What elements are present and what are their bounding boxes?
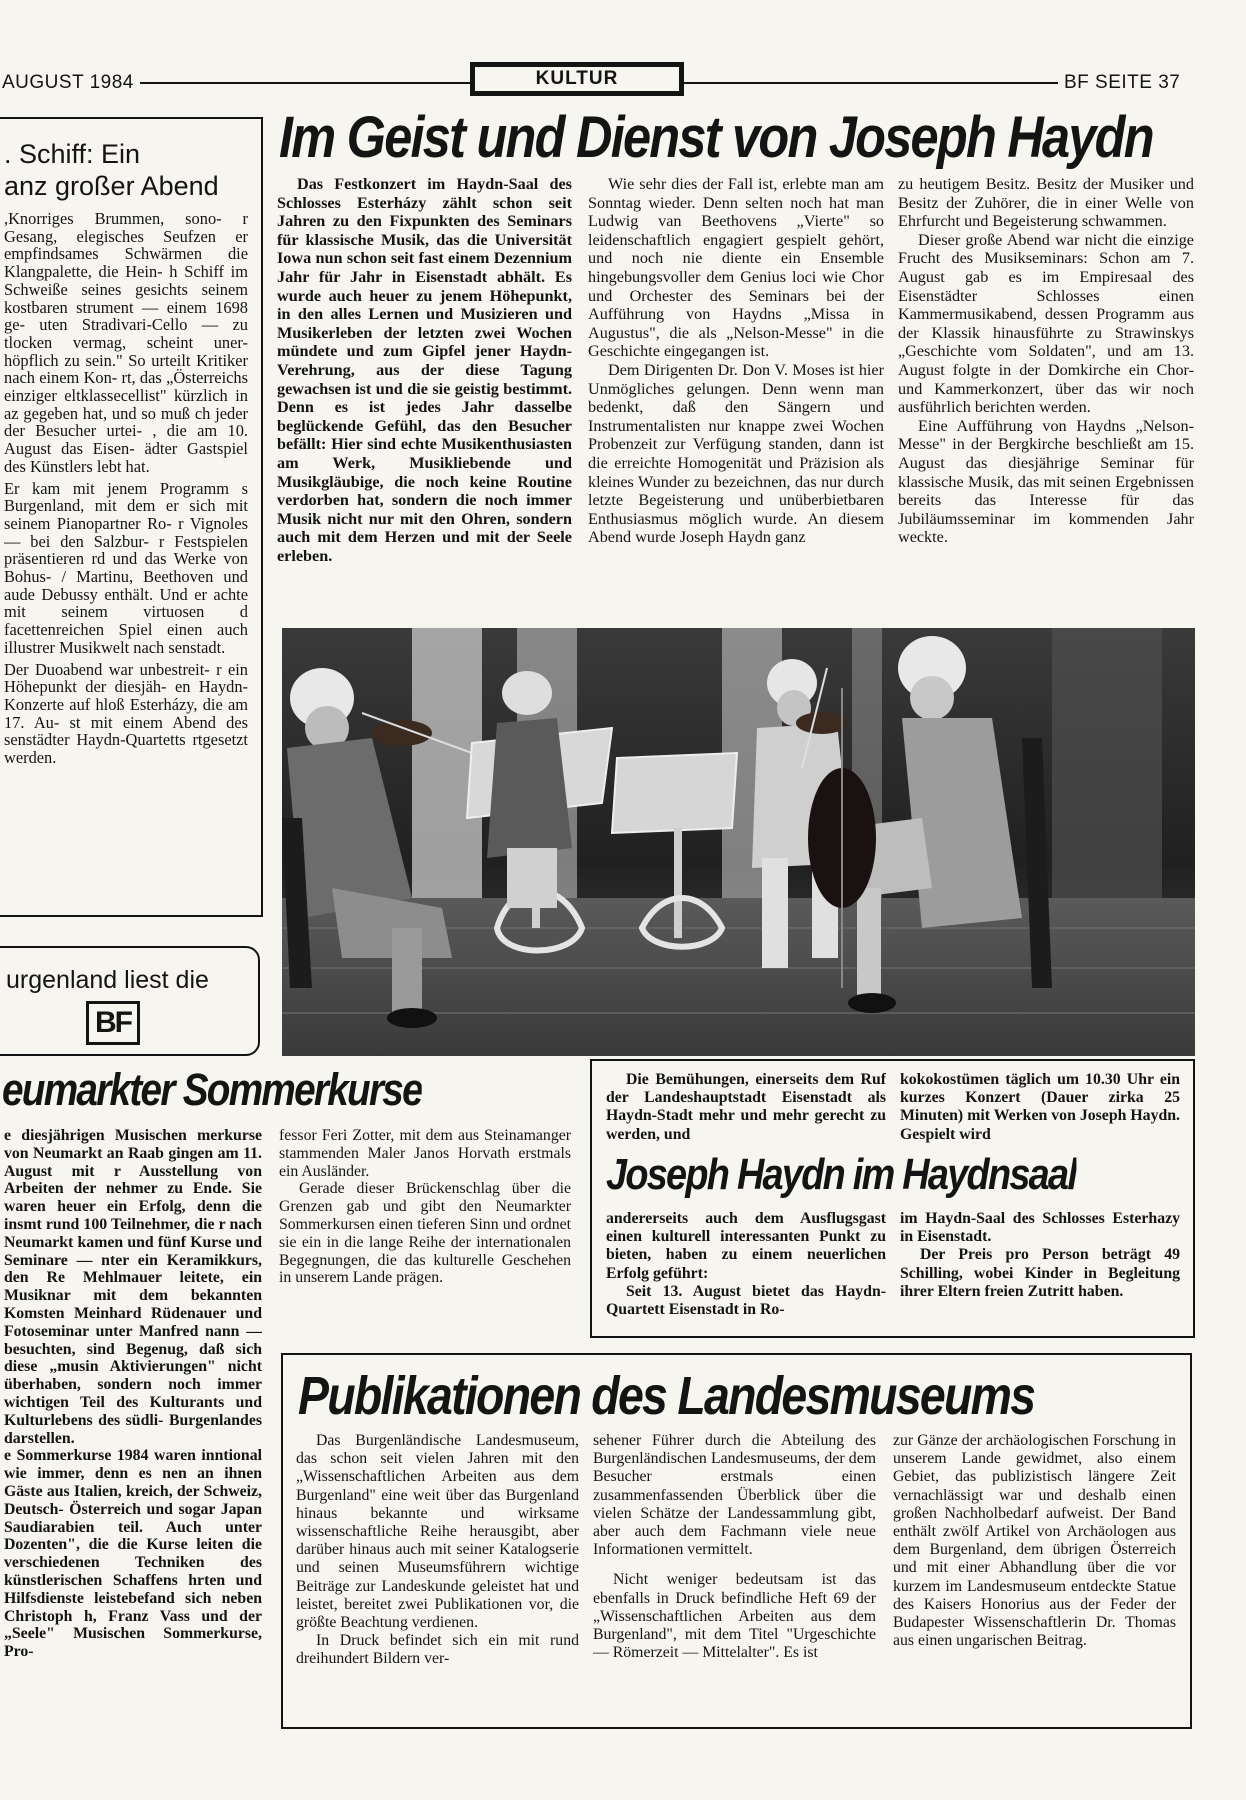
haydnsaal-paragraph: Der Preis pro Person beträgt 49 Schilling, wobei Kinder in Begleitung ihrer Eltern freien Zutritt haben. bbox=[900, 1246, 1180, 1300]
neumarkt-paragraph: e diesjährigen Musischen merkurse von Neumarkt an Raab gingen am 11. August mit r Ausstellung von Arbeiten der nehmer zu Ende. Sie waren heuer ein Erfolg, denn die insmt rund 100 Teilnehmer, die r nach Neumarkt kamen und fünf Kurse und Seminare — nter ein Keramikkurs, den Re Mehlmauer leitete, ein Musiknar mit dem bekannten Komsten Meinhard Rüdenauer und Fotoseminar unter Manfred nann — besuchten, sind Begenug, daß sich diese „musin Aktivierungen" nicht überhaben, sondern noch immer wichtigen Teil des Kulturants und Kulturlebens des südli- Burgenlandes darstellen. bbox=[4, 1127, 262, 1447]
publikationen-paragraph: Das Burgenländische Landesmuseum, das schon seit vielen Jahren mit den „Wissenschaftlichen Arbeiten aus dem Burgenland" eine weit über das Burgenland hinaus bekannte und wirksame wissenschaftliche Reihe herausgibt, aber darüber hinaus auch mit seiner Katalogserie und seinen Museumsführern wichtige Beiträge zur Landeskunde geleistet hat und leistet, bereitet zwei Publikationen vor, die größte Beachtung verdienen. bbox=[296, 1432, 579, 1632]
haydnsaal-paragraph: Die Bemühungen, einerseits dem Ruf der Landeshauptstadt Eisenstadt als Haydn-Stadt mehr und mehr gerecht zu werden, und bbox=[606, 1071, 886, 1143]
neumarkt-paragraph: fessor Feri Zotter, mit dem aus Steinamanger stammenden Maler Janos Horvath erstmals ein Ausländer. bbox=[279, 1127, 571, 1180]
sidebar-paragraph: Der Duoabend war unbestreit- r ein Höhepunkt der diesjäh- en Haydn-Konzerte auf hloß Esterházy, die am 17. Au- st mit einem Abend des senstädter Haydn-Quartetts rtgesetzt werden. bbox=[4, 659, 248, 768]
sidebar-title-line2: anz großer Abend bbox=[4, 171, 219, 201]
haydnsaal-paragraph: kokokostümen täglich um 10.30 Uhr ein kurzes Konzert (Dauer zirka 25 Minuten) mit Werken von Joseph Haydn. Gespielt wird bbox=[900, 1071, 1180, 1143]
sidebar-paragraph: ,Knorriges Brummen, sono- r Gesang, elegisches Seufzen er empfindsames Schwärmen die Klangpalette, die Hein- h Schiff im Schweiße seines gesichts seinem kostbaren strument — einem 1698 ge- uten Stradivari-Cello — zu tlocken vermag, scheint uner- höpflich zu sein." So urteilt Kritiker nach einem Kon- rt, das „Österreichs einziger eltklassecellist" kürzlich in az gegeben hat, und so muß ch jeder der Besucher urtei- , die am 10. August das Eisen- ädter Gastspiel des Künstlers lebt hat. bbox=[4, 210, 248, 476]
neumarkt-column-2 bbox=[279, 1127, 571, 1347]
haydn-paragraph: Wie sehr dies der Fall ist, erlebte man am Sonntag wieder. Denn selten noch hat man Ludwig van Beethovens „Vierte" so leidenschaftlich engagiert gespielt gehört, und noch nie diente ein Ensemble hingebungsvoller dem Genius loci wie Chor und Orchester des Seminars bei der Aufführung von Haydns „Missa in Augustus", die als „Nelson-Messe" in die Geschichte eingegangen ist. bbox=[588, 175, 884, 361]
publikationen-column-3 bbox=[893, 1432, 1176, 1722]
publikationen-column-1 bbox=[296, 1432, 579, 1722]
publikationen-paragraph: zur Gänze der archäologischen Forschung in unserem Lande gewidmet, also einem Gebiet, das publizistisch längere Zeit vernachlässigt war und deshalb einen großen Nachholbedarf aufweist. Der Band enthält zwölf Artikel von Archäologen aus dem Burgenland, dem übrigen Österreich und mit einer Abhandlung über die vor kurzem im Landesmuseum entdeckte Statue des Kaisers Honorius aus der Feder der Budapester Wissenschaftlerin Dr. Thomas aus einen ungarischen Beitrag. bbox=[893, 1432, 1176, 1650]
haydnsaal-paragraph: Seit 13. August bietet das Haydn-Quartett Eisenstadt in Ro- bbox=[606, 1282, 886, 1319]
haydn-column-1 bbox=[277, 175, 572, 607]
neumarkt-paragraph: e Sommerkurse 1984 waren inntional wie immer, denn es nen an ihnen Gäste aus Italien, kreich, der Schweiz, Deutsch- Österreich und sogar Japan Saudiarabien teil. Auch unter Dozenten", die die Kurse leiten die verschiedenen Techniken des künstlerischen Schaffens hrten und Hilfsdienste leistebefand sich neben Christoph h, Franz Vass und der „Seele" Musischen Sommerkurse, Pro- bbox=[4, 1447, 262, 1661]
haydnsaal-paragraph: andererseits auch dem Ausflugsgast einen kulturell interessanten Punkt zu bieten, haben zu einem neuerlichen Erfolg geführt: bbox=[606, 1210, 886, 1282]
string-quartet-photo bbox=[282, 628, 1195, 1056]
haydnsaal-paragraph: im Haydn-Saal des Schlosses Esterhazy in Eisenstadt. bbox=[900, 1210, 1180, 1246]
haydn-column-2 bbox=[588, 175, 884, 607]
page-date: AUGUST 1984 bbox=[2, 72, 134, 93]
section-label-box bbox=[470, 62, 684, 96]
publikationen-paragraph: sehener Führer durch die Abteilung des Burgenländischen Landesmuseums, der dem Besucher erstmals einen zusammenfassenden Überblick über die vielen Schätze der Landessammlung gibt, aber auch dem Fachmann viele neue Informationen vermittelt. bbox=[593, 1432, 876, 1559]
neumarkt-column-1 bbox=[4, 1127, 262, 1727]
bf-logo-icon: BF bbox=[86, 1001, 140, 1045]
section-label: KULTUR bbox=[475, 67, 679, 91]
haydnsaal-bottom-column-2 bbox=[900, 1210, 1180, 1330]
haydnsaal-top-column-1 bbox=[606, 1071, 886, 1147]
haydn-paragraph: Dem Dirigenten Dr. Don V. Moses ist hier Unmögliches gelungen. Denn wenn man bedenkt, daß den Sängern und Instrumentalisten nur knappe zwei Wochen Probenzeit zur Verfügung standen, dann ist die erreichte Homogenität und Präzision als kleines Wunder zu bezeichnen, das nur durch letzte Begeisterung und unüberbietbaren Enthusiasmus möglich wurde. An diesem Abend wurde Joseph Haydn ganz bbox=[588, 360, 884, 547]
neumarkt-paragraph: Gerade dieser Brückenschlag über die Grenzen gab und gibt den Neumarkter Sommerkursen einen tieferen Sinn und ordnet sie ein in die lange Reihe der internationalen Begegnungen, die das kulturelle Geschehen in unserem Lande prägen. bbox=[279, 1180, 571, 1287]
sidebar-body bbox=[4, 210, 248, 900]
publikationen-paragraph: Nicht weniger bedeutsam ist das ebenfalls in Druck befindliche Heft 69 der „Wissenschaftlichen Arbeiten aus dem Burgenland", mit dem Titel "Urgeschichte — Römerzeit — Mittelalter". Es ist bbox=[593, 1571, 876, 1662]
headline-publikationen: Publikationen des Landesmuseums bbox=[298, 1366, 1035, 1426]
headline-haydn: Im Geist und Dienst von Joseph Haydn bbox=[279, 106, 1153, 170]
header-rule-right bbox=[684, 82, 1058, 84]
headline-neumarkt: eumarkter Sommerkurse bbox=[2, 1064, 422, 1115]
sidebar-title-line1: . Schiff: Ein bbox=[4, 139, 141, 169]
sidebar-paragraph: Er kam mit jenem Programm s Burgenland, mit dem er sich mit seinem Pianopartner Ro- r Vignoles — bei den Salzbur- r Festspielen präsentieren rd und das Werke von Bohus- / Martinu, Beethoven und aude Debussy enthält. Und er achte mit seinem virtuosen d facettenreichen Spiel einen auch illustrer Musikwelt nach senstadt. bbox=[4, 478, 248, 657]
haydn-paragraph: Eine Aufführung von Haydns „Nelson-Messe" in der Bergkirche beschließt am 15. August das diesjährige Seminar für klassische Musik, das mit seinen Ergebnissen bereits das Interesse für das Jubiläumsseminar im kommenden Jahr weckte. bbox=[898, 416, 1194, 547]
quartet-photo-icon bbox=[282, 628, 1195, 1056]
haydn-paragraph: Das Festkonzert im Haydn-Saal des Schlosses Esterházy zählt schon seit Jahren zu den Fixpunkten des Seminars für klassische Musik, das die Universität Iowa nun schon seit fast einem Dezennium Jahr für Jahr in Eisenstadt abhält. Es wurde auch heuer zu jenem Höhepunkt, in den alles Lernen und Musizieren und Musikerleben der letzten zwei Wochen mündete und zum Gipfel jener Haydn-Verehrung, aus der diese Tagung gewachsen ist und die sie geistig bestimmt. Denn es ist jedes Jahr dasselbe beglückende Gefühl, das den Besucher befällt: Hier sind echte Musikenthusiasten am Werk, Musikliebende und Musikgläubige, die noch keine Routine verdorben hat, sondern die noch immer Musik nicht nur mit den Ohren, sondern auch mit dem Herzen und mit der Seele erleben. bbox=[277, 175, 572, 565]
page-number: BF SEITE 37 bbox=[1064, 72, 1181, 93]
publikationen-column-2 bbox=[593, 1432, 876, 1722]
headline-haydnsaal: Joseph Haydn im Haydnsaal bbox=[606, 1150, 1077, 1199]
haydn-paragraph: Dieser große Abend war nicht die einzige Frucht des Musikseminars: Schon am 7. August gab es im Empiresaal des Eisenstädter Schlosses einen Kammermusikabend, dessen Programm aus der Klassik hinausführte zu Strawinskys „Geschichte vom Soldaten", und am 13. August folgte in der Domkirche ein Chor- und Kammerkonzert, über das wir noch ausführlich berichten werden. bbox=[898, 230, 1194, 417]
haydn-paragraph: zu heutigem Besitz. Besitz der Musiker und Besitz der Zuhörer, die in einer Welle von Ehrfurcht und Begeisterung schwammen. bbox=[898, 175, 1194, 231]
haydn-column-3 bbox=[898, 175, 1194, 607]
header-rule-left bbox=[140, 82, 470, 84]
haydnsaal-bottom-column-1 bbox=[606, 1210, 886, 1330]
publikationen-paragraph: In Druck befindet sich ein mit rund dreihundert Bildern ver- bbox=[296, 1632, 579, 1668]
haydnsaal-top-column-2 bbox=[900, 1071, 1180, 1147]
promo-text: urgenland liest die bbox=[6, 966, 209, 994]
